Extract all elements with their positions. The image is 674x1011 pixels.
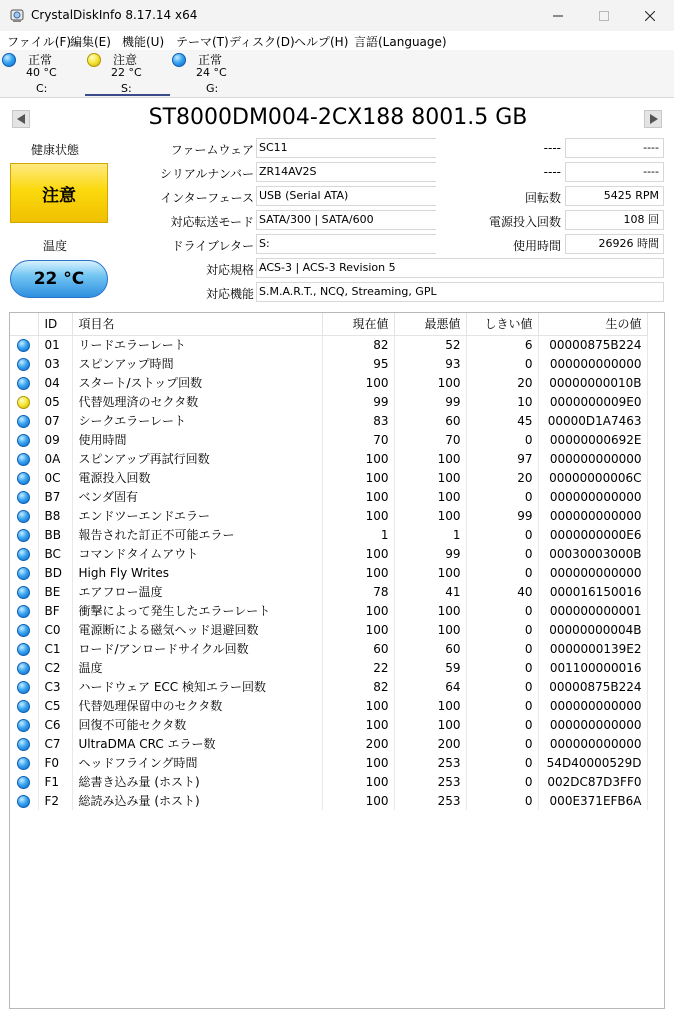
drive-status: 正常 xyxy=(198,53,223,67)
menu-language[interactable]: 言語(Language) xyxy=(354,35,447,49)
title-bar xyxy=(0,0,674,31)
raw-value: 00000000692E xyxy=(538,430,647,449)
worst-value: 99 xyxy=(394,392,466,411)
attribute-id: F1 xyxy=(38,772,72,791)
raw-value: 54D40000529D xyxy=(538,753,647,772)
status-cell xyxy=(10,696,38,715)
status-caution-icon xyxy=(87,53,101,67)
threshold-value: 0 xyxy=(466,753,538,772)
status-good-icon xyxy=(17,491,30,504)
threshold-value: 10 xyxy=(466,392,538,411)
current-value: 100 xyxy=(322,506,394,525)
drive-tab-s[interactable] xyxy=(85,50,170,96)
raw-value: 0000000009E0 xyxy=(538,392,647,411)
menu-edit[interactable]: 編集(E) xyxy=(70,35,111,49)
threshold-value: 0 xyxy=(466,658,538,677)
current-value: 100 xyxy=(322,696,394,715)
threshold-value: 0 xyxy=(466,487,538,506)
current-value: 100 xyxy=(322,601,394,620)
worst-value: 59 xyxy=(394,658,466,677)
raw-value: 000000000001 xyxy=(538,601,647,620)
reserved-value-2: ---- xyxy=(565,162,664,182)
temperature-display[interactable]: 22 °C xyxy=(10,260,108,298)
table-row[interactable] xyxy=(10,791,647,810)
threshold-column-header[interactable]: しきい値 xyxy=(466,313,538,335)
triangle-right-icon xyxy=(649,114,658,124)
worst-value: 100 xyxy=(394,601,466,620)
attribute-name: リードエラーレート xyxy=(72,335,322,354)
table-row[interactable] xyxy=(10,715,647,734)
attribute-id: BC xyxy=(38,544,72,563)
raw-value: 000016150016 xyxy=(538,582,647,601)
window-title: CrystalDiskInfo 8.17.14 x64 xyxy=(31,8,198,22)
attribute-name: ハードウェア ECC 検知エラー回数 xyxy=(72,677,322,696)
raw-value: 000000000000 xyxy=(538,563,647,582)
status-cell xyxy=(10,449,38,468)
attribute-name: 回復不可能セクタ数 xyxy=(72,715,322,734)
worst-value: 64 xyxy=(394,677,466,696)
attribute-id: F0 xyxy=(38,753,72,772)
status-good-icon xyxy=(2,53,16,67)
worst-value: 100 xyxy=(394,563,466,582)
raw-value-column-header[interactable]: 生の値 xyxy=(538,313,647,335)
attribute-name-column-header[interactable]: 項目名 xyxy=(72,313,322,335)
threshold-value: 0 xyxy=(466,696,538,715)
table-row[interactable] xyxy=(10,468,647,487)
current-value: 22 xyxy=(322,658,394,677)
threshold-value: 0 xyxy=(466,639,538,658)
threshold-value: 99 xyxy=(466,506,538,525)
health-status-label: 健康状態 xyxy=(31,143,80,157)
drive-status: 正常 xyxy=(28,53,53,67)
current-value: 82 xyxy=(322,677,394,696)
table-row[interactable] xyxy=(10,373,647,392)
table-row[interactable] xyxy=(10,772,647,791)
status-good-icon xyxy=(172,53,186,67)
drive-tab-g[interactable] xyxy=(170,50,255,96)
attribute-name: 報告された訂正不可能エラー xyxy=(72,525,322,544)
raw-value: 000000000000 xyxy=(538,696,647,715)
attribute-name: 代替処理済のセクタ数 xyxy=(72,392,322,411)
threshold-value: 0 xyxy=(466,715,538,734)
status-cell xyxy=(10,335,38,354)
worst-value: 100 xyxy=(394,620,466,639)
attribute-name: スピンアップ再試行回数 xyxy=(72,449,322,468)
smart-attributes-table[interactable] xyxy=(9,312,665,1009)
status-good-icon xyxy=(17,719,30,732)
threshold-value: 97 xyxy=(466,449,538,468)
current-value: 99 xyxy=(322,392,394,411)
worst-value: 100 xyxy=(394,373,466,392)
raw-value: 000000000000 xyxy=(538,506,647,525)
status-good-icon xyxy=(17,453,30,466)
transfer-mode-value: SATA/300 | SATA/600 xyxy=(256,210,436,230)
reserved-value-1: ---- xyxy=(565,138,664,158)
temperature-label: 温度 xyxy=(43,239,68,253)
menu-help[interactable]: ヘルプ(H) xyxy=(294,35,349,49)
attribute-name: コマンドタイムアウト xyxy=(72,544,322,563)
features-value: S.M.A.R.T., NCQ, Streaming, GPL xyxy=(256,282,664,302)
status-good-icon xyxy=(17,358,30,371)
drive-status: 注意 xyxy=(113,53,138,67)
attribute-name: スタート/ストップ回数 xyxy=(72,373,322,392)
raw-value: 00000000004B xyxy=(538,620,647,639)
worst-value: 253 xyxy=(394,772,466,791)
table-row[interactable] xyxy=(10,506,647,525)
attribute-name: 衝撃によって発生したエラーレート xyxy=(72,601,322,620)
attribute-id: 04 xyxy=(38,373,72,392)
table-row[interactable] xyxy=(10,563,647,582)
raw-value: 000000000000 xyxy=(538,734,647,753)
current-value: 100 xyxy=(322,715,394,734)
raw-value: 000000000000 xyxy=(538,715,647,734)
power-on-hours-value: 26926 時間 xyxy=(565,234,664,254)
raw-value: 000000000000 xyxy=(538,487,647,506)
attribute-name: エアフロー温度 xyxy=(72,582,322,601)
threshold-value: 40 xyxy=(466,582,538,601)
attribute-id: BF xyxy=(38,601,72,620)
attribute-id: 05 xyxy=(38,392,72,411)
raw-value: 00000875B224 xyxy=(538,677,647,696)
status-cell xyxy=(10,563,38,582)
current-column-header[interactable]: 現在値 xyxy=(322,313,394,335)
worst-value: 100 xyxy=(394,696,466,715)
status-cell xyxy=(10,373,38,392)
current-value: 70 xyxy=(322,430,394,449)
power-on-count-value: 108 回 xyxy=(565,210,664,230)
status-good-icon xyxy=(17,662,30,675)
status-good-icon xyxy=(17,510,30,523)
threshold-value: 20 xyxy=(466,468,538,487)
transfer-mode-label: 対応転送モード xyxy=(170,215,254,229)
raw-value: 00000000010B xyxy=(538,373,647,392)
attribute-id: C5 xyxy=(38,696,72,715)
threshold-value: 0 xyxy=(466,677,538,696)
status-good-icon xyxy=(17,529,30,542)
attribute-name: エンドツーエンドエラー xyxy=(72,506,322,525)
status-cell xyxy=(10,430,38,449)
status-cell xyxy=(10,639,38,658)
power-on-count-label: 電源投入回数 xyxy=(488,215,561,229)
worst-value: 200 xyxy=(394,734,466,753)
close-button[interactable] xyxy=(627,0,673,31)
drive-letter: S: xyxy=(121,82,132,95)
status-cell xyxy=(10,525,38,544)
menu-function[interactable]: 機能(U) xyxy=(122,35,165,49)
current-value: 100 xyxy=(322,544,394,563)
status-cell xyxy=(10,791,38,810)
current-value: 100 xyxy=(322,563,394,582)
raw-value: 00000D1A7463 xyxy=(538,411,647,430)
attribute-name: 総読み込み量 (ホスト) xyxy=(72,791,322,810)
attribute-name: スピンアップ時間 xyxy=(72,354,322,373)
drive-temperature: 22 °C xyxy=(111,66,142,79)
table-row[interactable] xyxy=(10,601,647,620)
threshold-value: 0 xyxy=(466,601,538,620)
status-good-icon xyxy=(17,795,30,808)
rotation-rate-label: 回転数 xyxy=(524,191,561,205)
raw-value: 00030003000B xyxy=(538,544,647,563)
worst-value: 52 xyxy=(394,335,466,354)
attribute-id: B7 xyxy=(38,487,72,506)
menu-file[interactable]: ファイル(F) xyxy=(7,35,72,49)
table-row[interactable] xyxy=(10,753,647,772)
firmware-value: SC11 xyxy=(256,138,436,158)
current-value: 200 xyxy=(322,734,394,753)
worst-value: 60 xyxy=(394,411,466,430)
worst-value: 1 xyxy=(394,525,466,544)
attribute-id: C3 xyxy=(38,677,72,696)
worst-value: 41 xyxy=(394,582,466,601)
worst-value: 60 xyxy=(394,639,466,658)
status-cell xyxy=(10,506,38,525)
table-row[interactable] xyxy=(10,696,647,715)
attribute-id: C6 xyxy=(38,715,72,734)
threshold-value: 0 xyxy=(466,734,538,753)
attribute-name: 温度 xyxy=(72,658,322,677)
status-cell xyxy=(10,582,38,601)
status-cell xyxy=(10,620,38,639)
minimize-icon xyxy=(553,11,563,21)
menu-disk[interactable]: ディスク(D) xyxy=(229,35,295,49)
interface-value: USB (Serial ATA) xyxy=(256,186,436,206)
current-value: 1 xyxy=(322,525,394,544)
threshold-value: 0 xyxy=(466,620,538,639)
threshold-value: 0 xyxy=(466,544,538,563)
attribute-name: UltraDMA CRC エラー数 xyxy=(72,734,322,753)
worst-value: 99 xyxy=(394,544,466,563)
table-row[interactable] xyxy=(10,544,647,563)
status-good-icon xyxy=(17,624,30,637)
attribute-id: C1 xyxy=(38,639,72,658)
status-cell xyxy=(10,392,38,411)
attribute-id: 01 xyxy=(38,335,72,354)
app-disk-icon xyxy=(9,7,25,23)
threshold-value: 0 xyxy=(466,791,538,810)
status-cell xyxy=(10,753,38,772)
standard-value: ACS-3 | ACS-3 Revision 5 xyxy=(256,258,664,278)
table-row[interactable] xyxy=(10,525,647,544)
worst-value: 100 xyxy=(394,506,466,525)
status-caution-icon xyxy=(17,396,30,409)
attribute-id: BB xyxy=(38,525,72,544)
status-cell xyxy=(10,354,38,373)
current-value: 100 xyxy=(322,753,394,772)
table-row[interactable] xyxy=(10,392,647,411)
menu-bar xyxy=(0,31,674,50)
drive-letter-label: ドライブレター xyxy=(171,239,254,253)
attribute-name: 総書き込み量 (ホスト) xyxy=(72,772,322,791)
raw-value: 002DC87D3FF0 xyxy=(538,772,647,791)
current-value: 100 xyxy=(322,487,394,506)
threshold-value: 0 xyxy=(466,430,538,449)
drive-temperature: 40 °C xyxy=(26,66,57,79)
attribute-name: High Fly Writes xyxy=(72,563,322,582)
table-row[interactable] xyxy=(10,582,647,601)
attribute-name: 使用時間 xyxy=(72,430,322,449)
attribute-id: F2 xyxy=(38,791,72,810)
attribute-id: BD xyxy=(38,563,72,582)
status-good-icon xyxy=(17,757,30,770)
status-good-icon xyxy=(17,776,30,789)
status-cell xyxy=(10,715,38,734)
drive-letter: C: xyxy=(36,82,48,95)
attribute-id: B8 xyxy=(38,506,72,525)
table-row[interactable] xyxy=(10,677,647,696)
current-value: 100 xyxy=(322,468,394,487)
table-row[interactable] xyxy=(10,487,647,506)
attribute-id: 0C xyxy=(38,468,72,487)
status-good-icon xyxy=(17,586,30,599)
serial-number-label: シリアルナンバー xyxy=(159,167,254,181)
attribute-id: C0 xyxy=(38,620,72,639)
threshold-value: 0 xyxy=(466,772,538,791)
table-row[interactable] xyxy=(10,430,647,449)
attribute-name: シークエラーレート xyxy=(72,411,322,430)
status-cell xyxy=(10,487,38,506)
status-cell xyxy=(10,468,38,487)
current-value: 95 xyxy=(322,354,394,373)
current-value: 82 xyxy=(322,335,394,354)
raw-value: 001100000016 xyxy=(538,658,647,677)
raw-value: 000E371EFB6A xyxy=(538,791,647,810)
attribute-id: C7 xyxy=(38,734,72,753)
worst-value: 70 xyxy=(394,430,466,449)
disk-model-title: ST8000DM004-2CX188 8001.5 GB xyxy=(148,105,528,130)
current-value: 100 xyxy=(322,373,394,392)
status-column-header[interactable] xyxy=(10,313,38,335)
attribute-id: 0A xyxy=(38,449,72,468)
status-good-icon xyxy=(17,415,30,428)
status-good-icon xyxy=(17,434,30,447)
health-status-button[interactable]: 注意 xyxy=(10,163,108,223)
attribute-id: 09 xyxy=(38,430,72,449)
status-good-icon xyxy=(17,567,30,580)
current-value: 100 xyxy=(322,772,394,791)
status-good-icon xyxy=(17,643,30,656)
attribute-id: C2 xyxy=(38,658,72,677)
attribute-id: 03 xyxy=(38,354,72,373)
current-value: 100 xyxy=(322,620,394,639)
worst-value: 93 xyxy=(394,354,466,373)
status-cell xyxy=(10,411,38,430)
power-on-hours-label: 使用時間 xyxy=(512,239,561,253)
worst-column-header[interactable]: 最悪値 xyxy=(394,313,466,335)
threshold-value: 45 xyxy=(466,411,538,430)
threshold-value: 6 xyxy=(466,335,538,354)
firmware-label: ファームウェア xyxy=(170,143,254,157)
current-value: 60 xyxy=(322,639,394,658)
serial-number-value: ZR14AV2S xyxy=(256,162,436,182)
status-cell xyxy=(10,658,38,677)
table-row[interactable] xyxy=(10,411,647,430)
threshold-value: 0 xyxy=(466,563,538,582)
id-column-header[interactable]: ID xyxy=(38,313,72,335)
attribute-name: ロード/アンロードサイクル回数 xyxy=(72,639,322,658)
table-row[interactable] xyxy=(10,639,647,658)
raw-value: 000000000000 xyxy=(538,354,647,373)
worst-value: 253 xyxy=(394,791,466,810)
status-good-icon xyxy=(17,472,30,485)
status-cell xyxy=(10,677,38,696)
worst-value: 100 xyxy=(394,487,466,506)
minimize-button[interactable] xyxy=(535,0,581,31)
reserved-label-1: ---- xyxy=(543,141,561,155)
attribute-id: BE xyxy=(38,582,72,601)
raw-value: 00000000006C xyxy=(538,468,647,487)
current-value: 83 xyxy=(322,411,394,430)
raw-value: 0000000139E2 xyxy=(538,639,647,658)
status-good-icon xyxy=(17,738,30,751)
drive-tab-bar xyxy=(0,50,674,98)
table-header-row xyxy=(10,313,647,335)
attribute-name: 電源断による磁気ヘッド退避回数 xyxy=(72,620,322,639)
status-cell xyxy=(10,601,38,620)
worst-value: 253 xyxy=(394,753,466,772)
table-row[interactable] xyxy=(10,734,647,753)
main-panel xyxy=(0,98,674,1011)
threshold-value: 0 xyxy=(466,525,538,544)
worst-value: 100 xyxy=(394,468,466,487)
table-row[interactable] xyxy=(10,335,647,354)
current-value: 100 xyxy=(322,791,394,810)
status-good-icon xyxy=(17,548,30,561)
worst-value: 100 xyxy=(394,715,466,734)
current-value: 78 xyxy=(322,582,394,601)
table-row[interactable] xyxy=(10,620,647,639)
current-value: 100 xyxy=(322,449,394,468)
threshold-value: 20 xyxy=(466,373,538,392)
drive-temperature: 24 °C xyxy=(196,66,227,79)
status-good-icon xyxy=(17,681,30,694)
status-cell xyxy=(10,544,38,563)
features-label: 対応機能 xyxy=(205,287,254,301)
attribute-name: 代替処理保留中のセクタ数 xyxy=(72,696,322,715)
status-cell xyxy=(10,734,38,753)
next-disk-button[interactable] xyxy=(644,110,662,128)
drive-tab-c[interactable] xyxy=(0,50,85,96)
status-good-icon xyxy=(17,339,30,352)
status-good-icon xyxy=(17,700,30,713)
table-row[interactable] xyxy=(10,354,647,373)
attribute-id: 07 xyxy=(38,411,72,430)
threshold-value: 0 xyxy=(466,354,538,373)
rotation-rate-value: 5425 RPM xyxy=(565,186,664,206)
raw-value: 0000000000E6 xyxy=(538,525,647,544)
status-good-icon xyxy=(17,377,30,390)
attribute-name: ヘッドフライング時間 xyxy=(72,753,322,772)
raw-value: 000000000000 xyxy=(538,449,647,468)
table-row[interactable] xyxy=(10,658,647,677)
worst-value: 100 xyxy=(394,449,466,468)
drive-letter-value: S: xyxy=(256,234,436,254)
reserved-label-2: ---- xyxy=(543,165,561,179)
table-row[interactable] xyxy=(10,449,647,468)
status-good-icon xyxy=(17,605,30,618)
maximize-icon xyxy=(599,11,609,21)
attribute-name: 電源投入回数 xyxy=(72,468,322,487)
drive-letter: G: xyxy=(206,82,219,95)
menu-theme[interactable]: テーマ(T) xyxy=(176,35,229,49)
close-icon xyxy=(645,11,655,21)
raw-value: 00000875B224 xyxy=(538,335,647,354)
interface-label: インターフェース xyxy=(160,191,254,205)
standard-label: 対応規格 xyxy=(205,263,254,277)
status-cell xyxy=(10,772,38,791)
maximize-button[interactable] xyxy=(581,0,627,31)
attribute-name: ベンダ固有 xyxy=(72,487,322,506)
